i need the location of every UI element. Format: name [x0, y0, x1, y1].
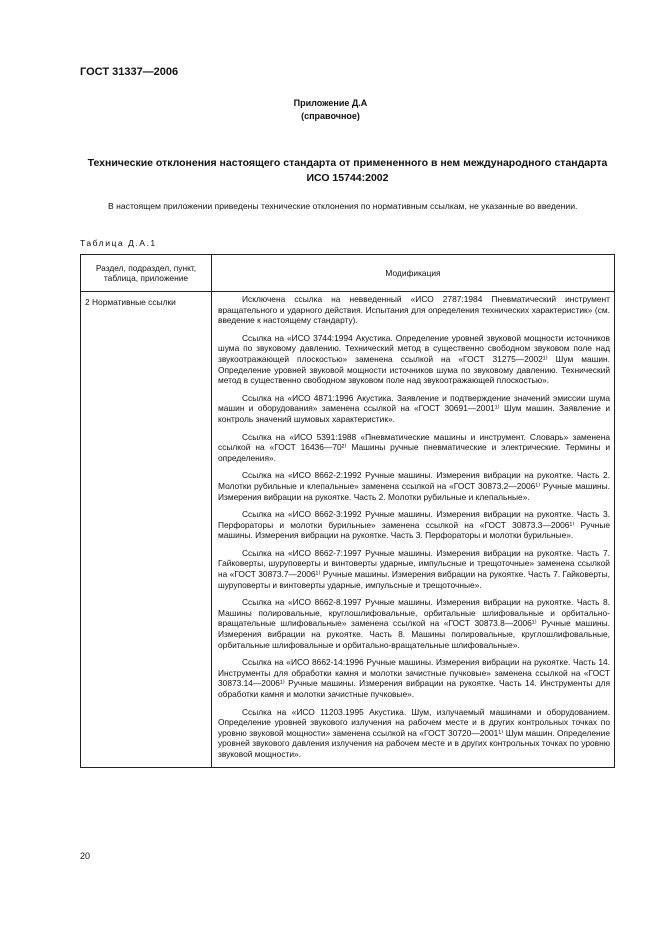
table-row — [81, 292, 615, 768]
modification-item: Ссылка на «ИСО 11203.1995 Акустика. Шум, излучаемый машинами и оборудованием. Определение уровней звукового излучения на рабочем месте и в других контрольных точках по уровню звуковой мощности» заменена ссылкой на «ГОСТ 30720—2001¹⁾ Шум машин. Определение уровней звукового давления излучения на рабочем месте и в других контрольных точках по уровню звуковой мощности». — [218, 706, 610, 759]
modification-item: Ссылка на «ИСО 8662-2:1992 Ручные машины. Измерения вибрации на рукоятке. Часть 2. Молотки рубильные и клепальные» заменена ссылкой на «ГОСТ 30873.2—2006¹⁾ Ручные машины. Измерения вибрации на рукоятке. Часть 2. Молотки рубильные и клепальные». — [218, 470, 610, 502]
modification-item: Ссылка на «ИСО 8662-3:1992 Ручные машины. Измерения вибрации на рукоятке. Часть 3. Перфораторы и молотки бурильные» заменена ссылкой на «ГОСТ 30873.3—2006¹⁾ Ручные машины. Измерения вибрации на рукоятке. Часть 3. Перфораторы и молотки бурильные». — [218, 509, 610, 541]
header-section: Раздел, подраздел, пункт, таблица, приложение — [81, 255, 212, 292]
appendix-subtitle: (справочное) — [301, 111, 360, 121]
modification-item: Исключена ссылка на невведенный «ИСО 2787:1984 Пневматический инструмент вращательного и ударного действия. Испытания для определения технических характеристик» (см. введение к настоящему стандарту). — [218, 294, 610, 326]
table-caption: Таблица Д.А.1 — [80, 238, 157, 248]
appendix-title: Приложение Д.А — [293, 98, 368, 108]
page-number: 20 — [80, 851, 91, 861]
section-title: Технические отклонения настоящего стандарта от примененного в нем международного стандарта ИСО 15744:2002 — [87, 157, 608, 184]
header-modification: Модификация — [212, 255, 615, 292]
modification-item: Ссылка на «ИСО 5391:1988 «Пневматические машины и инструмент. Словарь» заменена ссылкой на «ГОСТ 16436—70²⁾ Машины ручные пневматические и электрические. Термины и определения». — [218, 431, 610, 463]
document-code: ГОСТ 31337—2006 — [80, 66, 179, 78]
intro-paragraph: В настоящем приложении приведены технические отклонения по нормативным ссылкам, не указанные во введении. — [108, 201, 578, 211]
section-cell: 2 Нормативные ссылки — [81, 292, 212, 768]
deviations-table — [80, 254, 615, 768]
modification-item: Ссылка на «ИСО 8662-8.1997 Ручные машины. Измерения вибрации на рукоятке. Часть 8. Машины полировальные, круглошлифовальные, орбитальные шлифовальные и орбитально-вращательные шлифовальные» заменена ссылкой на «ГОСТ 30873.8—2006¹⁾ Ручные машины. Измерения вибрации на рукоятке. Часть 8. Машины полировальные, круглошлифовальные, орбитальные шлифовальные и орбитально-вращательные шлифовальные». — [218, 597, 610, 650]
modification-item: Ссылка на «ИСО 4871:1996 Акустика. Заявление и подтверждение значений эмиссии шума машин и оборудования» заменена ссылкой на «ГОСТ 30691—2001¹⁾ Шум машин. Заявление и контроль значений шумовых характеристик». — [218, 392, 610, 424]
modification-item: Ссылка на «ИСО 8662-7:1997 Ручные машины. Измерения вибрации на рукоятке. Часть 7. Гайковерты, шуруповерты и винтоверты ударные, импульсные и трещоточные» заменена ссылкой на «ГОСТ 30873.7—2006¹⁾ Ручные машины. Измерения вибрации на рукоятке. Часть 7. Гайковерты, шуруповерты и винтоверты ударные, импульсные и трещоточные». — [218, 547, 610, 590]
modification-item: Ссылка на «ИСО 3744:1994 Акустика. Определение уровней звуковой мощности источников шума по звуковому давлению. Технический метод в существенно свободном звуковом поле над звукоотражающей плоскостью» заменена ссылкой на «ГОСТ 31275—2002¹⁾ Шум машин. Определение уровней звуковой мощности источников шума по звуковому давлению. Технический метод в существенно свободном звуковом поле над звукоотражающей плоскостью». — [218, 332, 610, 386]
modification-item: Ссылка на «ИСО 8662-14:1996 Ручные машины. Измерения вибрации на рукоятке. Часть 14. Инструменты для обработки камня и молотки зачистные пучковые» заменена ссылкой на «ГОСТ 30873.14—2006¹⁾ Ручные машины. Измерения вибрации на рукоятке. Часть 14. Инструменты для обработки камня и молотки зачистные пучковые». — [218, 657, 610, 699]
modifications-cell — [212, 292, 615, 768]
table-header-row — [81, 255, 615, 292]
